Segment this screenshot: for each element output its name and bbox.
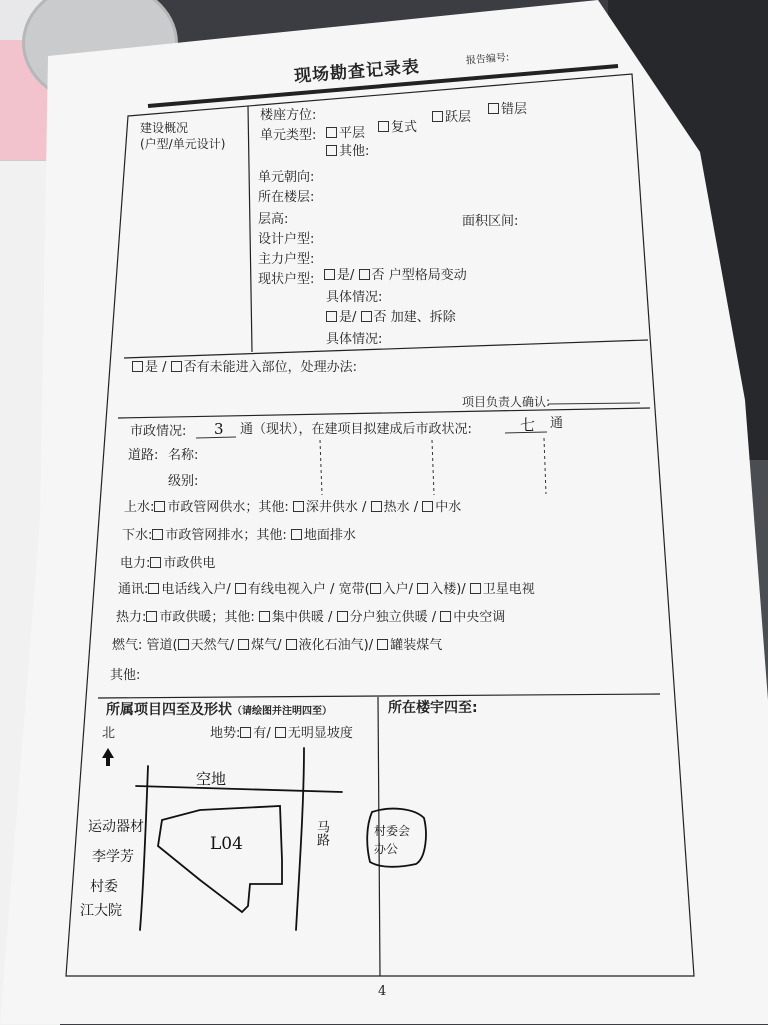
municipal-label: 市政情况:	[130, 424, 187, 439]
checkbox-icon	[293, 501, 304, 512]
checkbox-icon	[337, 611, 348, 622]
terrain-row[interactable]: 地势: 有/ 无明显坡度	[210, 726, 353, 741]
checkbox-icon	[240, 727, 251, 738]
option-other[interactable]: 其他:	[326, 144, 369, 160]
checkbox-icon	[171, 361, 182, 372]
checkbox-icon	[440, 611, 451, 622]
option-split[interactable]: 跃层	[432, 110, 471, 126]
handwritten-top-boundary: 空地	[196, 770, 227, 788]
checkbox-icon	[152, 529, 163, 540]
checkbox-icon	[432, 111, 443, 122]
manager-confirm-label: 项目负责人确认:	[462, 395, 551, 409]
checkbox-icon	[359, 269, 370, 280]
unit-type-label: 单元类型:	[260, 128, 317, 143]
option-staggered[interactable]: 错层	[488, 102, 527, 118]
handwritten-right-boundary: 马路	[314, 820, 329, 846]
drain-row[interactable]: 下水: 市政管网排水；其他: 地面排水	[122, 528, 356, 543]
access-row[interactable]: 是 / 否有未能进入部位，处理办法:	[132, 360, 357, 376]
road-label: 道路:	[128, 448, 159, 463]
addition-row[interactable]: 是/ 否 加建、拆除	[326, 310, 456, 326]
checkbox-icon	[132, 361, 143, 372]
layout-change-row[interactable]: 是/ 否 户型格局变动	[324, 268, 467, 284]
checkbox-icon	[154, 501, 165, 512]
heat-row[interactable]: 热力: 市政供暖；其他: 集中供暖 / 分户独立供暖 / 中央空调	[116, 610, 506, 625]
area-range-label: 面积区间:	[462, 214, 519, 229]
checkbox-icon	[146, 611, 157, 622]
checkbox-icon	[326, 127, 337, 138]
north-arrow-icon	[102, 748, 114, 766]
checkbox-icon	[377, 639, 388, 650]
checkbox-icon	[422, 501, 433, 512]
building-boundary-title: 所在楼宇四至:	[388, 700, 478, 716]
handwritten-west-3: 村委	[90, 879, 118, 895]
road-name-label: 名称:	[168, 448, 199, 463]
checkbox-icon	[324, 269, 335, 280]
checkbox-icon	[417, 583, 428, 594]
handwritten-west-4: 江大院	[80, 903, 122, 919]
municipal-current-suffix: 通（现状），在建项目拟建成后市政状况:	[240, 422, 472, 437]
checkbox-icon	[259, 611, 270, 622]
section-sublabel: (户型/单元设计)	[140, 137, 226, 151]
handwritten-west-1: 运动器材	[88, 819, 144, 835]
comm-row[interactable]: 通讯: 电话线入户/ 有线电视入户 / 宽带( 入户/ 入楼)/ 卫星电视	[118, 582, 535, 597]
option-duplex[interactable]: 复式	[378, 120, 417, 136]
other-label: 其他:	[110, 668, 141, 683]
checkbox-icon	[326, 311, 337, 322]
checkbox-icon	[286, 639, 297, 650]
main-type-label: 主力户型:	[258, 252, 315, 267]
handwritten-west-2: 李学芳	[92, 849, 134, 865]
checkbox-icon	[488, 103, 499, 114]
current-type-label: 现状户型:	[258, 272, 315, 287]
checkbox-icon	[361, 311, 372, 322]
checkbox-icon	[148, 583, 159, 594]
page-number: 4	[378, 984, 387, 999]
municipal-planned-suffix: 通	[550, 416, 564, 431]
detail-label-2: 具体情况:	[326, 332, 383, 347]
checkbox-icon	[371, 501, 382, 512]
water-row[interactable]: 上水: 市政管网供水；其他: 深井供水 / 热水 / 中水	[124, 500, 462, 515]
orientation-label: 单元朝向:	[258, 170, 315, 185]
checkbox-icon	[470, 583, 481, 594]
checkbox-icon	[370, 583, 381, 594]
gas-row[interactable]: 燃气: 管道( 天然气/ 煤气/ 液化石油气)/ 罐装煤气	[112, 638, 443, 653]
form-title: 现场勘查记录表	[293, 57, 421, 87]
height-label: 层高:	[258, 212, 289, 227]
handwritten-lot-number: L04	[210, 834, 243, 854]
checkbox-icon	[178, 639, 189, 650]
checkbox-icon	[291, 529, 302, 540]
road-level-label: 级别:	[168, 474, 199, 489]
checkbox-icon	[378, 121, 389, 132]
option-flat[interactable]: 平层	[326, 126, 365, 142]
section-label: 建设概况	[140, 121, 189, 135]
design-type-label: 设计户型:	[258, 232, 315, 247]
checkbox-icon	[238, 639, 249, 650]
detail-label-1: 具体情况:	[326, 290, 383, 305]
boundary-title: 所属项目四至及形状（请绘图并注明四至）	[106, 702, 332, 718]
report-number-label: 报告编号:	[465, 52, 510, 67]
checkbox-icon	[235, 583, 246, 594]
power-row[interactable]: 电力: 市政供电	[120, 556, 216, 571]
checkbox-icon	[150, 557, 161, 568]
municipal-planned-value: 七	[520, 416, 536, 434]
handwritten-building-boundary: 村委会 办公	[374, 824, 411, 856]
floor-label: 所在楼层:	[258, 190, 315, 205]
municipal-current-value: 3	[214, 420, 224, 438]
north-label: 北	[102, 726, 116, 741]
position-label: 楼座方位:	[260, 108, 317, 123]
checkbox-icon	[275, 727, 286, 738]
checkbox-icon	[326, 145, 337, 156]
